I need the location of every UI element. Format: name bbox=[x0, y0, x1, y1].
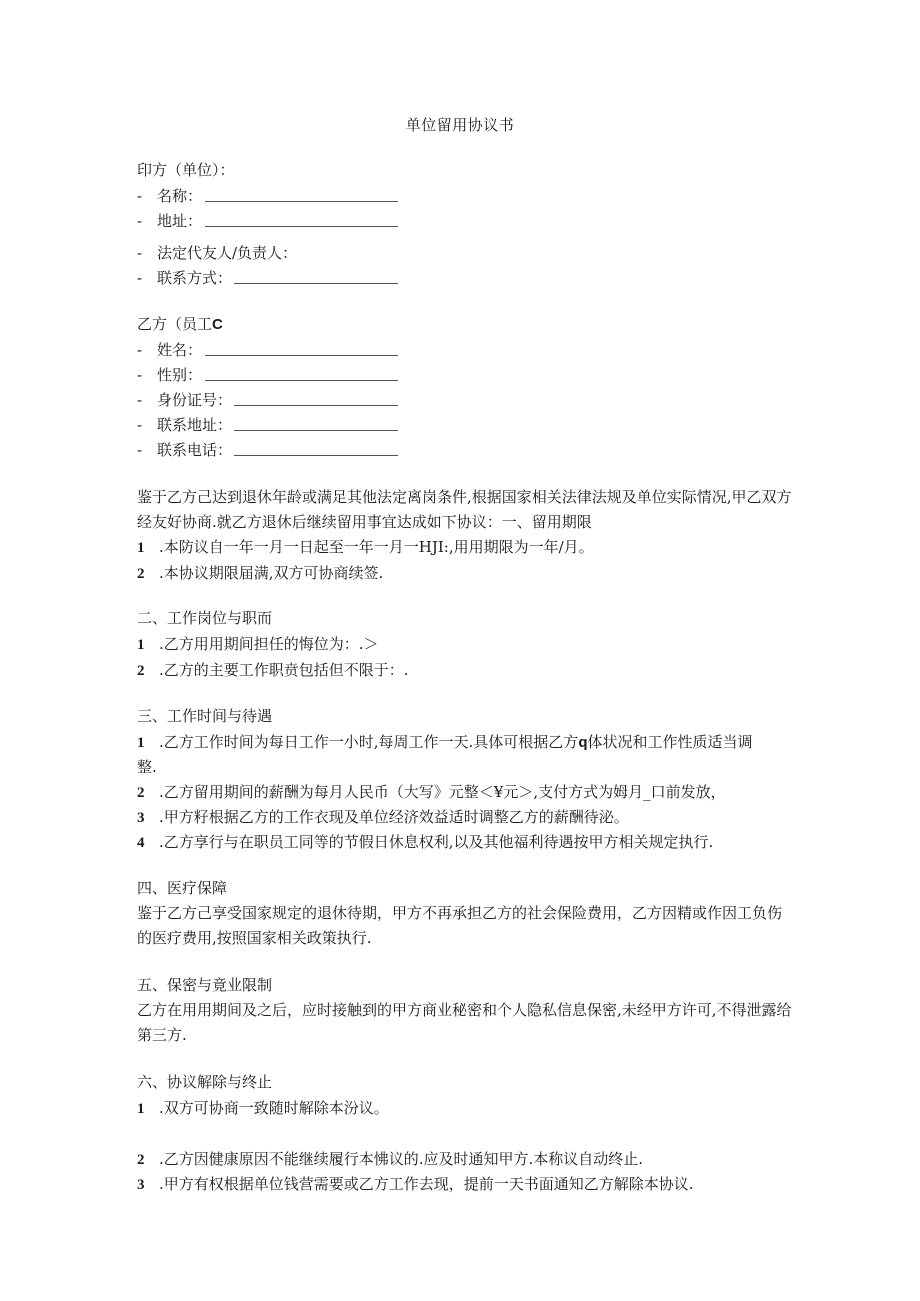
blank-line bbox=[205, 201, 398, 202]
s3-item-4 bbox=[137, 832, 713, 853]
s4-heading: 四、医疗保障 bbox=[137, 879, 228, 897]
party-a-heading: 印方（单位）： bbox=[137, 161, 235, 179]
item-text: .本防议自一年一月一日起至一年一月一HJI:,用用期限为一年/月。 bbox=[159, 538, 594, 556]
item-text: .乙方因健康原因不能继续履行本怫议的.应及时通知甲方.本称议自动终止. bbox=[159, 1150, 644, 1168]
s3-item-1 bbox=[137, 732, 753, 753]
item-text: .乙方用用期间担任的悔位为：.＞ bbox=[159, 635, 379, 653]
party-b-heading-bold: C bbox=[212, 316, 223, 333]
s6-item-1 bbox=[137, 1098, 389, 1119]
item-text: .乙方工作时间为每日工作一小时,每周工作一天.具体可根据乙方 bbox=[159, 733, 579, 751]
item-text: .乙方留用期间的薪酬为每月人民币（大写》元整＜¥元＞,支付方式为姆月_口前发放， bbox=[159, 783, 726, 801]
field-label: 地址： bbox=[157, 212, 203, 230]
s5-paragraph: 乙方在用用期间及之后，应时接触到的甲方商业秘密和个人隐私信息保密,未经甲方许可,不得泄露给第三方. bbox=[137, 1001, 792, 1044]
s2-item-1 bbox=[137, 634, 379, 655]
item-number: 1 bbox=[137, 1101, 145, 1117]
document-title: 单位留用协议书 bbox=[405, 116, 515, 134]
party-b-phone-field: - 联系电话： bbox=[137, 440, 232, 460]
blank-line bbox=[234, 455, 398, 456]
party-a-name-field: - 名称： bbox=[137, 186, 202, 206]
blank-line bbox=[205, 380, 398, 381]
field-label: 联系地址： bbox=[157, 416, 233, 434]
s3-item-2 bbox=[137, 782, 726, 803]
s1-item-2 bbox=[137, 563, 383, 584]
field-label: 联系方式： bbox=[157, 269, 233, 287]
party-a-representative-field: - 法定代友人/负责人： bbox=[137, 244, 298, 262]
item-text-cont: 体状况和工作性质适当调 bbox=[587, 733, 753, 751]
item-text: .乙方的主要工作职贲包括但不限于：. bbox=[159, 661, 409, 679]
party-b-name-field: - 姓名： bbox=[137, 340, 202, 360]
item-text-bold: q bbox=[578, 734, 588, 751]
field-label: 联系电话： bbox=[157, 441, 233, 459]
s4-paragraph: 鉴于乙方己享受国家规定的退休待期，甲方不再承担乙方的社会保险费用，乙方因精或作因工负伤的医疗费用,按照国家相关政策执行. bbox=[137, 904, 783, 947]
blank-line bbox=[205, 226, 398, 227]
item-text: .甲方籽根据乙方的工作衣现及单位经济效益适时调整乙方的薪酬待泌。 bbox=[159, 808, 629, 826]
field-label: 名称： bbox=[157, 187, 203, 205]
blank-line bbox=[205, 355, 398, 356]
s6-heading: 六、协议解除与终止 bbox=[137, 1073, 273, 1091]
item-text: .甲方有权根据单位钱营需要或乙方工作去现，提前一天书面通知乙方解除本协议. bbox=[159, 1175, 694, 1193]
item-text: .双方可协商一致随时解除本汾议。 bbox=[159, 1099, 389, 1117]
party-a-address-field: - 地址： bbox=[137, 211, 202, 231]
item-number: 3 bbox=[137, 810, 145, 826]
party-b-heading bbox=[137, 314, 223, 335]
item-number: 2 bbox=[137, 663, 145, 679]
item-number: 2 bbox=[137, 785, 145, 801]
party-b-heading-text: 乙方（员工 bbox=[137, 315, 213, 333]
s6-item-3 bbox=[137, 1174, 694, 1195]
s5-heading: 五、保密与竟业限制 bbox=[137, 976, 273, 994]
party-b-address-field: - 联系地址： bbox=[137, 415, 232, 435]
s6-item-2 bbox=[137, 1149, 643, 1170]
item-number: 1 bbox=[137, 637, 145, 653]
s2-heading: 二、工作岗位与职而 bbox=[137, 609, 273, 627]
item-number: 4 bbox=[137, 835, 145, 851]
item-number: 2 bbox=[137, 1152, 145, 1168]
s1-item-1 bbox=[137, 537, 594, 558]
item-text: .本协议期限届满,双方可协商续签. bbox=[159, 564, 384, 582]
party-b-id-field: - 身份证号： bbox=[137, 390, 232, 410]
s2-item-2 bbox=[137, 660, 409, 681]
item-number: 3 bbox=[137, 1177, 145, 1193]
intro-paragraph: 鉴于乙方己达到退休年龄或满足其他法定离岗条件,根据国家相关法律法规及单位实际情况,甲乙双方经友好协商.就乙方退休后继续留用事宜达成如下协议：一、留用期限 bbox=[137, 488, 792, 531]
party-a-contact-field: - 联系方式： bbox=[137, 268, 232, 288]
party-b-gender-field: - 性别： bbox=[137, 365, 202, 385]
blank-line bbox=[234, 283, 398, 284]
field-label: 身份证号： bbox=[157, 391, 233, 409]
item-number: 1 bbox=[137, 540, 145, 556]
blank-line bbox=[234, 430, 398, 431]
item-number: 2 bbox=[137, 566, 145, 582]
field-label: 性别： bbox=[157, 366, 203, 384]
field-label: 姓名： bbox=[157, 341, 203, 359]
field-label: 法定代友人/负责人： bbox=[157, 244, 298, 262]
s3-heading: 三、工作时间与待遇 bbox=[137, 707, 273, 725]
item-number: 1 bbox=[137, 735, 145, 751]
s3-item-1-wrap: 整. bbox=[137, 758, 157, 776]
item-text: .乙方享行与在职员工同等的节假日休息权利,以及其他福利待遇按甲方相关规定执行. bbox=[159, 833, 714, 851]
blank-line bbox=[234, 405, 398, 406]
s3-item-3 bbox=[137, 807, 629, 828]
